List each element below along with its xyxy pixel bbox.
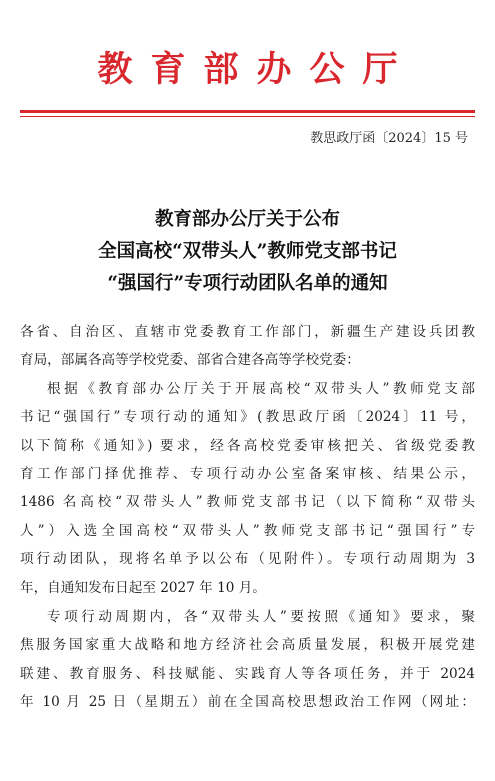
body-line: 联建、教育服务、科技赋能、实践育人等各项任务，并于 2024 [20,665,475,682]
document-body [20,318,475,717]
body-line: 书记“强国行”专项行动的通知》(教思政厅函〔2024〕11 号， [20,409,475,426]
salutation-line: 各省、自治区、直辖市党委教育工作部门，新疆生产建设兵团教 [20,324,475,340]
document-title [0,204,495,300]
title-line: 教育部办公厅关于公布 [154,209,340,230]
title-line: “强国行”专项行动团队名单的通知 [107,273,388,294]
document-number: 教思政厅函〔2024〕15 号 [310,131,468,146]
header-rule-thin [20,116,475,117]
body-line: 人”）入选全国高校“双带头人”教师党支部书记“强国行”专 [20,522,475,539]
header-rule-thick [20,110,475,113]
body-line: 根据《教育部办公厅关于开展高校“双带头人”教师党支部 [47,380,475,397]
body-line: 年，自通知发布日起至 2027 年 10 月。 [20,579,266,596]
body-line: 育工作部门择优推荐、专项行动办公室备案审核、结果公示， [20,466,475,483]
body-line: 专项行动周期内，各“双带头人”要按照《通知》要求，聚 [47,609,475,626]
body-line: 1486 名高校“双带头人”教师党支部书记（以下简称“双带头 [20,494,475,511]
body-line: 项行动团队，现将名单予以公布（见附件）。专项行动周期为 3 [20,551,475,568]
body-line: 以下简称《通知》) 要求，经各高校党委审核把关、省级党委教 [20,437,475,454]
body-line: 年 10 月 25 日（星期五）前在全国高校思想政治工作网（网址： [20,694,475,711]
issuer-header: 教育部办公厅 [97,49,416,90]
body-line: 焦服务国家重大战略和地方经济社会高质量发展，积极开展党建 [20,637,475,654]
salutation-line: 育局，部属各高等学校党委、部省合建各高等学校党委： [20,352,360,369]
title-line: 全国高校“双带头人”教师党支部书记 [98,241,397,262]
